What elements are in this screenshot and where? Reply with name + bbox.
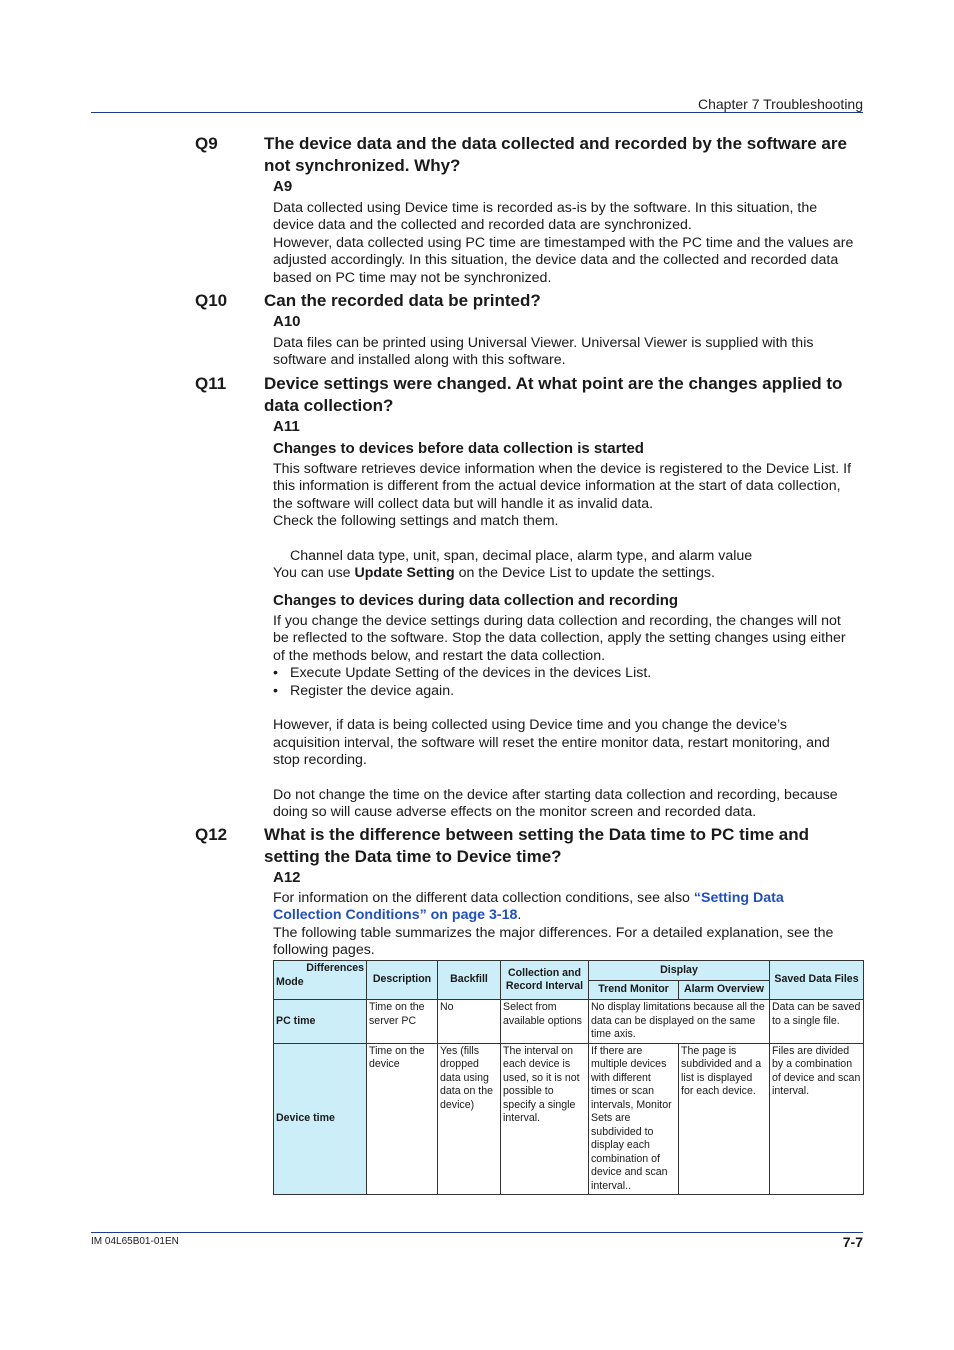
text-line: However, data collected using PC time are timestamped with the PC time and the values are bbox=[273, 234, 854, 251]
text-line: adjusted accordingly. In this situation, the device data and the collected and recorded data bbox=[273, 252, 839, 269]
blank-line bbox=[273, 770, 865, 787]
question-number: Q11 bbox=[195, 374, 227, 393]
bullet-item: • Register the device again. bbox=[273, 683, 865, 700]
text-line: doing so will cause adverse effects on the monitor screen and recorded data. bbox=[273, 804, 757, 821]
update-setting-line bbox=[273, 565, 865, 582]
text-line: be reflected to the software. Stop the data collection, apply the setting changes using either bbox=[273, 630, 846, 647]
cell-alarm: The page is subdivided and a list is displayed for each device. bbox=[679, 1043, 770, 1195]
text-line: following pages. bbox=[273, 942, 375, 959]
bullet-item: • Execute Update Setting of the devices in the devices List. bbox=[273, 665, 865, 682]
comparison-table bbox=[273, 960, 864, 1195]
table-row bbox=[274, 1043, 864, 1195]
text-line: If you change the device settings during data collection and recording, the changes will not bbox=[273, 613, 841, 629]
text-line: Check the following settings and match them. bbox=[273, 513, 559, 530]
answer-a11-text-2 bbox=[273, 613, 865, 822]
cell-display: No display limitations because all the data can be displayed on the same time axis. bbox=[589, 1000, 770, 1044]
text-line: Data files can be printed using Universal Viewer. Universal Viewer is supplied with this bbox=[273, 335, 814, 351]
header-saved: Saved Data Files bbox=[770, 961, 864, 1000]
question-number: Q9 bbox=[195, 134, 218, 153]
corner-top-label: Differences bbox=[306, 962, 364, 974]
text-line: of the methods below, and restart the data collection. bbox=[273, 647, 606, 664]
row-mode: PC time bbox=[274, 1000, 367, 1044]
cell-description: Time on the device bbox=[367, 1043, 438, 1195]
cell-saved: Data can be saved to a single file. bbox=[770, 1000, 864, 1044]
header-description: Description bbox=[367, 961, 438, 1000]
answer-label: A9 bbox=[273, 178, 293, 195]
corner-bottom-label: Mode bbox=[276, 976, 304, 988]
text-line: The following table summarizes the major differences. For a detailed explanation, see the bbox=[273, 924, 834, 941]
text-fragment: on the Device List to update the settings. bbox=[454, 565, 715, 582]
question-number: Q12 bbox=[195, 825, 228, 844]
intro-line bbox=[273, 907, 865, 924]
answer-a10-text bbox=[273, 335, 865, 370]
text-line: This software retrieves device information when the device is registered to the Device List. If bbox=[273, 461, 852, 477]
chapter-header: Chapter 7 Troubleshooting bbox=[698, 96, 863, 112]
text-line: this information is different from the actual device information at the start of data collection, bbox=[273, 478, 841, 495]
text-fragment: . bbox=[517, 907, 522, 924]
cell-description: Time on the server PC bbox=[367, 1000, 438, 1044]
table-row bbox=[274, 1000, 864, 1044]
answer-label: A10 bbox=[273, 313, 301, 330]
update-setting-term: Update Setting bbox=[354, 565, 455, 582]
header-display: Display bbox=[589, 961, 770, 981]
row-mode: Device time bbox=[274, 1043, 367, 1195]
text-line: the software will collect data but will handle it as invalid data. bbox=[273, 495, 654, 512]
cell-trend: If there are multiple devices with different times or scan intervals, Monitor Sets are subdivided to display each combination of device and scan interval.. bbox=[589, 1043, 679, 1195]
text-line: software and installed along with this software. bbox=[273, 352, 566, 369]
blank-line bbox=[273, 531, 865, 548]
intro-line bbox=[273, 890, 865, 907]
question-title: Device settings were changed. At what point are the changes applied to data collection? bbox=[264, 374, 843, 415]
answer-a9-text bbox=[273, 200, 865, 287]
question-title: The device data and the data collected and recorded by the software are not synchronized. Why? bbox=[264, 134, 847, 175]
text-line: acquisition interval, the software will reset the entire monitor data, restart monitoring, and bbox=[273, 734, 830, 751]
text-fragment: For information on the different data collection conditions, see also bbox=[273, 890, 694, 906]
corner-header bbox=[274, 961, 367, 1000]
cell-backfill: No bbox=[438, 1000, 501, 1044]
cell-collection: Select from available options bbox=[501, 1000, 589, 1044]
answer-label: A11 bbox=[273, 418, 300, 435]
cell-saved: Files are divided by a combination of device and scan interval. bbox=[770, 1043, 864, 1195]
subheading: Changes to devices during data collection and recording bbox=[273, 592, 679, 609]
cross-reference-link[interactable]: “Setting Data bbox=[693, 890, 784, 906]
text-line: based on PC time may not be synchronized. bbox=[273, 269, 552, 286]
question-title: What is the difference between setting the Data time to PC time and setting the Data time to Device time? bbox=[264, 825, 810, 866]
header-trend: Trend Monitor bbox=[589, 980, 679, 1000]
cell-collection: The interval on each device is used, so it is not possible to specify a single interval. bbox=[501, 1043, 589, 1195]
footer-rule bbox=[91, 1232, 863, 1233]
text-fragment: You can use bbox=[273, 565, 355, 582]
header-backfill: Backfill bbox=[438, 961, 501, 1000]
header-alarm: Alarm Overview bbox=[679, 980, 770, 1000]
blank-line bbox=[273, 700, 865, 717]
text-line: Do not change the time on the device after starting data collection and recording, because bbox=[273, 787, 838, 804]
text-line: Data collected using Device time is recorded as-is by the software. In this situation, the bbox=[273, 200, 818, 216]
settings-item: Channel data type, unit, span, decimal place, alarm type, and alarm value bbox=[290, 548, 753, 565]
answer-label: A12 bbox=[273, 869, 301, 886]
header-collection: Collection and Record Interval bbox=[501, 961, 589, 1000]
question-title: Can the recorded data be printed? bbox=[264, 291, 541, 310]
answer-a11-text-1 bbox=[273, 461, 865, 583]
cell-backfill: Yes (fills dropped data using data on the device) bbox=[438, 1043, 501, 1195]
answer-a12-text bbox=[273, 890, 865, 960]
subheading: Changes to devices before data collection is started bbox=[273, 440, 644, 457]
cross-reference-link[interactable]: Collection Conditions” on page 3-18 bbox=[273, 907, 518, 924]
text-line: device data and the collected and recorded data are synchronized. bbox=[273, 217, 692, 234]
text-line: However, if data is being collected using Device time and you change the device’s bbox=[273, 717, 787, 734]
text-line: stop recording. bbox=[273, 752, 367, 769]
document-id: IM 04L65B01-01EN bbox=[91, 1236, 179, 1247]
header-rule bbox=[91, 112, 863, 113]
page-number: 7-7 bbox=[842, 1234, 863, 1250]
question-number: Q10 bbox=[195, 291, 228, 310]
